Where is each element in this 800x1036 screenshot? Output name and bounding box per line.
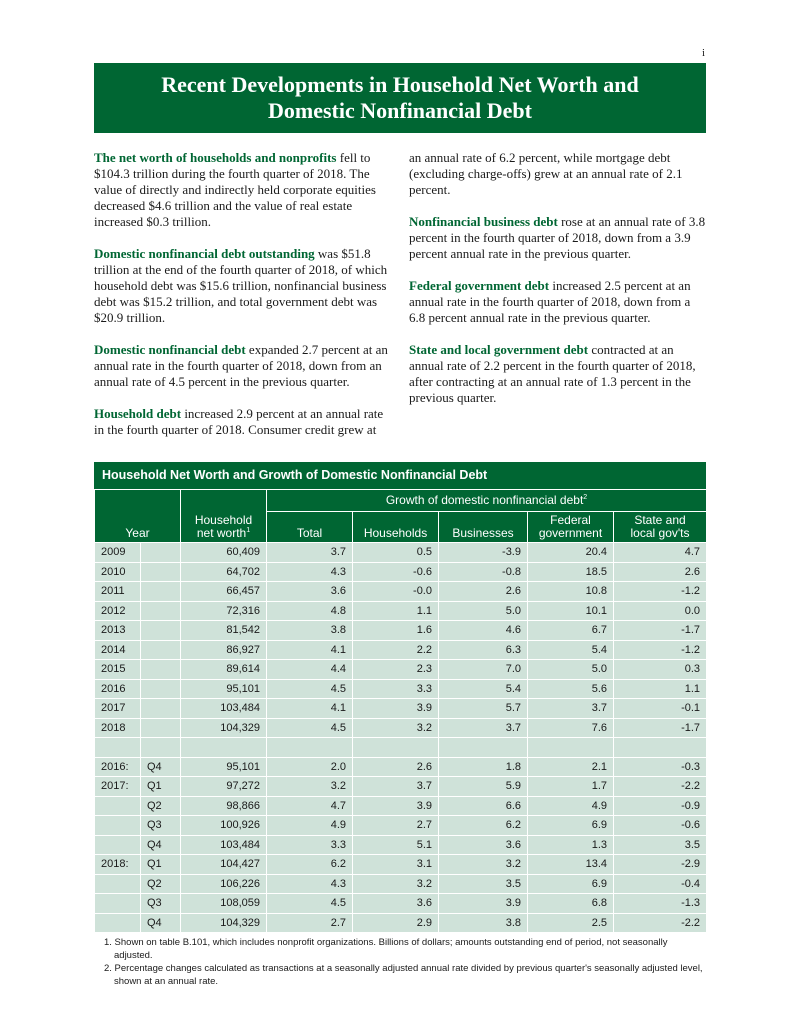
cell-quarter	[141, 601, 181, 621]
cell-year: 2018	[95, 718, 141, 738]
header-net-worth-line-2: net worth	[196, 526, 247, 540]
cell-total: 4.5	[267, 679, 353, 699]
cell-federal: 10.1	[528, 601, 614, 621]
cell-households: -0.0	[353, 582, 439, 602]
cell-businesses: 3.5	[439, 874, 528, 894]
paragraph	[94, 406, 394, 438]
table-header-group-row	[95, 490, 707, 512]
table-row	[95, 640, 707, 660]
cell-households: 3.9	[353, 699, 439, 719]
cell-businesses: 6.3	[439, 640, 528, 660]
table-title: Household Net Worth and Growth of Domestic Nonfinancial Debt	[94, 462, 706, 489]
cell-net-worth: 72,316	[181, 601, 267, 621]
table-row	[95, 543, 707, 563]
cell-quarter	[141, 640, 181, 660]
cell-net-worth: 95,101	[181, 679, 267, 699]
cell-year	[95, 874, 141, 894]
cell-federal: 6.7	[528, 621, 614, 641]
cell-state-local: -0.3	[614, 757, 707, 777]
cell-federal: 2.1	[528, 757, 614, 777]
cell-federal: 7.6	[528, 718, 614, 738]
footnote-2: 2. Percentage changes calculated as transactions at a seasonally adjusted annual rate divided by previous quarter's seasonally adjusted level, shown at an annual rate.	[104, 963, 703, 987]
cell-total: 3.7	[267, 543, 353, 563]
cell-state-local: -1.2	[614, 582, 707, 602]
paragraph	[409, 342, 709, 406]
paragraph-lead: The net worth of households and nonprofits	[94, 150, 337, 165]
cell-state-local: -1.7	[614, 621, 707, 641]
cell-federal: 5.0	[528, 660, 614, 680]
cell-businesses: 7.0	[439, 660, 528, 680]
cell-year: 2009	[95, 543, 141, 563]
cell-year: 2018:	[95, 855, 141, 875]
table-row	[95, 816, 707, 836]
cell-quarter: Q2	[141, 874, 181, 894]
paragraph	[409, 150, 709, 198]
cell-households: 1.1	[353, 601, 439, 621]
cell-year: 2016	[95, 679, 141, 699]
title-banner	[94, 63, 706, 133]
paragraph-lead: Federal government debt	[409, 278, 550, 293]
paragraph	[94, 342, 394, 390]
cell-households: 3.1	[353, 855, 439, 875]
paragraph-text: was $51.8 trillion at the end of the fourth quarter of 2018, of which household debt was $15.6 trillion, nonfinancial business debt was $15.2 trillion, and total government debt was $20.9 trillion.	[94, 246, 388, 325]
spacer-cell	[439, 738, 528, 758]
cell-net-worth: 103,484	[181, 699, 267, 719]
cell-year: 2017:	[95, 777, 141, 797]
cell-quarter	[141, 621, 181, 641]
cell-total: 3.6	[267, 582, 353, 602]
cell-federal: 20.4	[528, 543, 614, 563]
cell-net-worth: 104,427	[181, 855, 267, 875]
paragraph-lead: Domestic nonfinancial debt outstanding	[94, 246, 315, 261]
header-federal-line-1: Federal	[550, 513, 591, 527]
cell-quarter	[141, 582, 181, 602]
cell-households: 3.3	[353, 679, 439, 699]
cell-quarter: Q4	[141, 757, 181, 777]
cell-households: 3.2	[353, 874, 439, 894]
footnote-ref-1: 1	[246, 527, 251, 534]
cell-total: 4.8	[267, 601, 353, 621]
cell-households: 3.6	[353, 894, 439, 914]
spacer-cell	[614, 738, 707, 758]
paragraph	[409, 214, 709, 262]
cell-net-worth: 97,272	[181, 777, 267, 797]
cell-quarter: Q1	[141, 855, 181, 875]
cell-state-local: 0.3	[614, 660, 707, 680]
cell-households: -0.6	[353, 562, 439, 582]
cell-businesses: 1.8	[439, 757, 528, 777]
cell-total: 4.7	[267, 796, 353, 816]
table-row	[95, 699, 707, 719]
cell-state-local: -0.6	[614, 816, 707, 836]
cell-year: 2010	[95, 562, 141, 582]
cell-net-worth: 106,226	[181, 874, 267, 894]
table-row	[95, 660, 707, 680]
cell-state-local: -1.3	[614, 894, 707, 914]
cell-quarter	[141, 699, 181, 719]
table-row	[95, 601, 707, 621]
paragraph-text: contracted at an annual rate of 2.2 percent in the fourth quarter of 2018, after contracting at an annual rate of 1.3 percent in the previous quarter.	[409, 342, 696, 405]
cell-net-worth: 89,614	[181, 660, 267, 680]
cell-households: 2.9	[353, 913, 439, 933]
cell-households: 1.6	[353, 621, 439, 641]
cell-state-local: -1.7	[614, 718, 707, 738]
cell-total: 4.5	[267, 894, 353, 914]
cell-year: 2015	[95, 660, 141, 680]
spacer-cell	[528, 738, 614, 758]
cell-year	[95, 796, 141, 816]
cell-state-local: 4.7	[614, 543, 707, 563]
cell-total: 4.9	[267, 816, 353, 836]
cell-quarter	[141, 562, 181, 582]
cell-state-local: -1.2	[614, 640, 707, 660]
cell-businesses: 3.7	[439, 718, 528, 738]
table-row	[95, 718, 707, 738]
cell-total: 3.8	[267, 621, 353, 641]
header-year: Year	[95, 490, 181, 543]
cell-quarter: Q3	[141, 816, 181, 836]
paragraph	[94, 150, 394, 230]
cell-businesses: 2.6	[439, 582, 528, 602]
paragraph-text: increased 2.5 percent at an annual rate in the fourth quarter of 2018, down from a 6.8 percent annual rate in the previous quarter.	[409, 278, 691, 325]
cell-businesses: -3.9	[439, 543, 528, 563]
cell-households: 2.7	[353, 816, 439, 836]
cell-households: 2.3	[353, 660, 439, 680]
cell-net-worth: 64,702	[181, 562, 267, 582]
cell-households: 0.5	[353, 543, 439, 563]
cell-businesses: 5.4	[439, 679, 528, 699]
cell-quarter: Q4	[141, 913, 181, 933]
cell-total: 2.0	[267, 757, 353, 777]
cell-year	[95, 835, 141, 855]
spacer-cell	[181, 738, 267, 758]
cell-households: 3.9	[353, 796, 439, 816]
cell-federal: 5.6	[528, 679, 614, 699]
table-row	[95, 913, 707, 933]
data-table-section	[94, 462, 706, 933]
cell-net-worth: 100,926	[181, 816, 267, 836]
page-number: i	[702, 47, 706, 59]
cell-year: 2011	[95, 582, 141, 602]
paragraph-text: an annual rate of 6.2 percent, while mortgage debt (excluding charge-offs) grew at an annual rate of 2.1 percent.	[409, 150, 683, 197]
paragraph-lead: Domestic nonfinancial debt	[94, 342, 246, 357]
header-debt-growth-label: Growth of domestic nonfinancial debt	[385, 493, 584, 507]
cell-net-worth: 66,457	[181, 582, 267, 602]
header-state-line-1: State and	[634, 513, 686, 527]
cell-businesses: -0.8	[439, 562, 528, 582]
cell-households: 3.7	[353, 777, 439, 797]
cell-federal: 6.9	[528, 874, 614, 894]
table-spacer-row	[95, 738, 707, 758]
page-title-line-2: Domestic Nonfinancial Debt	[268, 98, 532, 123]
cell-year	[95, 894, 141, 914]
cell-quarter: Q2	[141, 796, 181, 816]
table-row	[95, 621, 707, 641]
cell-quarter: Q1	[141, 777, 181, 797]
table-row	[95, 855, 707, 875]
cell-total: 4.3	[267, 874, 353, 894]
cell-year: 2013	[95, 621, 141, 641]
paragraph-lead: State and local government debt	[409, 342, 589, 357]
cell-year: 2014	[95, 640, 141, 660]
cell-state-local: -2.9	[614, 855, 707, 875]
cell-quarter: Q4	[141, 835, 181, 855]
cell-households: 3.2	[353, 718, 439, 738]
header-state-local	[614, 512, 707, 543]
cell-state-local: 2.6	[614, 562, 707, 582]
cell-net-worth: 95,101	[181, 757, 267, 777]
cell-quarter	[141, 660, 181, 680]
table-row	[95, 777, 707, 797]
cell-total: 3.2	[267, 777, 353, 797]
cell-federal: 4.9	[528, 796, 614, 816]
footnote-1: 1. Shown on table B.101, which includes nonprofit organizations. Billions of dollars; amounts outstanding end of period, not seasonally adjusted.	[104, 937, 668, 961]
cell-year: 2016:	[95, 757, 141, 777]
cell-businesses: 3.9	[439, 894, 528, 914]
cell-state-local: 0.0	[614, 601, 707, 621]
cell-year	[95, 913, 141, 933]
spacer-cell	[95, 738, 141, 758]
cell-federal: 10.8	[528, 582, 614, 602]
cell-federal: 1.3	[528, 835, 614, 855]
cell-state-local: -0.9	[614, 796, 707, 816]
cell-businesses: 3.2	[439, 855, 528, 875]
cell-state-local: 1.1	[614, 679, 707, 699]
spacer-cell	[353, 738, 439, 758]
table-row	[95, 679, 707, 699]
paragraph-lead: Household debt	[94, 406, 182, 421]
cell-net-worth: 60,409	[181, 543, 267, 563]
cell-total: 4.1	[267, 699, 353, 719]
cell-quarter	[141, 718, 181, 738]
spacer-cell	[141, 738, 181, 758]
header-net-worth	[181, 490, 267, 543]
cell-businesses: 5.0	[439, 601, 528, 621]
header-businesses: Businesses	[439, 512, 528, 543]
cell-year: 2012	[95, 601, 141, 621]
header-federal-line-2: government	[538, 526, 603, 540]
cell-net-worth: 86,927	[181, 640, 267, 660]
cell-net-worth: 81,542	[181, 621, 267, 641]
data-table	[94, 489, 707, 933]
cell-households: 2.6	[353, 757, 439, 777]
right-text-column	[409, 150, 709, 422]
cell-businesses: 5.7	[439, 699, 528, 719]
cell-businesses: 3.6	[439, 835, 528, 855]
paragraph-text: rose at an annual rate of 3.8 percent in the fourth quarter of 2018, down from a 3.9 percent annual rate in the previous quarter.	[409, 214, 706, 261]
cell-state-local: -0.1	[614, 699, 707, 719]
header-debt-growth-group	[267, 490, 707, 512]
header-households: Households	[353, 512, 439, 543]
paragraph-text: expanded 2.7 percent at an annual rate in the fourth quarter of 2018, down from an annual rate of 4.5 percent in the previous quarter.	[94, 342, 388, 389]
cell-quarter: Q3	[141, 894, 181, 914]
header-state-line-2: local gov'ts	[630, 526, 690, 540]
cell-total: 4.1	[267, 640, 353, 660]
cell-total: 4.5	[267, 718, 353, 738]
cell-year: 2017	[95, 699, 141, 719]
cell-federal: 2.5	[528, 913, 614, 933]
header-federal	[528, 512, 614, 543]
cell-households: 2.2	[353, 640, 439, 660]
table-row	[95, 582, 707, 602]
header-net-worth-line-1: Household	[194, 513, 253, 527]
paragraph	[94, 246, 394, 326]
footnotes	[104, 936, 704, 988]
cell-quarter	[141, 679, 181, 699]
paragraph-lead: Nonfinancial business debt	[409, 214, 558, 229]
cell-state-local: 3.5	[614, 835, 707, 855]
cell-businesses: 6.2	[439, 816, 528, 836]
paragraph-text: increased 2.9 percent at an annual rate in the fourth quarter of 2018. Consumer credit grew at	[94, 406, 384, 437]
cell-federal: 5.4	[528, 640, 614, 660]
cell-total: 6.2	[267, 855, 353, 875]
table-row	[95, 835, 707, 855]
cell-federal: 3.7	[528, 699, 614, 719]
left-text-column	[94, 150, 394, 454]
cell-year	[95, 816, 141, 836]
header-total: Total	[267, 512, 353, 543]
table-row	[95, 757, 707, 777]
footnote-ref-2: 2	[583, 494, 588, 501]
cell-federal: 13.4	[528, 855, 614, 875]
cell-federal: 1.7	[528, 777, 614, 797]
cell-businesses: 4.6	[439, 621, 528, 641]
cell-businesses: 3.8	[439, 913, 528, 933]
table-row	[95, 562, 707, 582]
cell-net-worth: 104,329	[181, 913, 267, 933]
cell-federal: 6.8	[528, 894, 614, 914]
paragraph	[409, 278, 709, 326]
cell-state-local: -2.2	[614, 777, 707, 797]
cell-households: 5.1	[353, 835, 439, 855]
cell-net-worth: 98,866	[181, 796, 267, 816]
table-row	[95, 796, 707, 816]
cell-total: 4.4	[267, 660, 353, 680]
cell-state-local: -2.2	[614, 913, 707, 933]
cell-net-worth: 103,484	[181, 835, 267, 855]
cell-net-worth: 108,059	[181, 894, 267, 914]
paragraph-text: fell to $104.3 trillion during the fourth quarter of 2018. The value of directly and indirectly held corporate equities decreased $4.6 trillion and the value of real estate increased $0.3 trillion.	[94, 150, 376, 229]
cell-federal: 18.5	[528, 562, 614, 582]
spacer-cell	[267, 738, 353, 758]
cell-federal: 6.9	[528, 816, 614, 836]
table-row	[95, 874, 707, 894]
cell-quarter	[141, 543, 181, 563]
cell-total: 2.7	[267, 913, 353, 933]
page-title-line-1: Recent Developments in Household Net Worth and	[161, 72, 639, 97]
cell-net-worth: 104,329	[181, 718, 267, 738]
cell-businesses: 6.6	[439, 796, 528, 816]
cell-businesses: 5.9	[439, 777, 528, 797]
cell-total: 3.3	[267, 835, 353, 855]
cell-state-local: -0.4	[614, 874, 707, 894]
table-row	[95, 894, 707, 914]
cell-total: 4.3	[267, 562, 353, 582]
